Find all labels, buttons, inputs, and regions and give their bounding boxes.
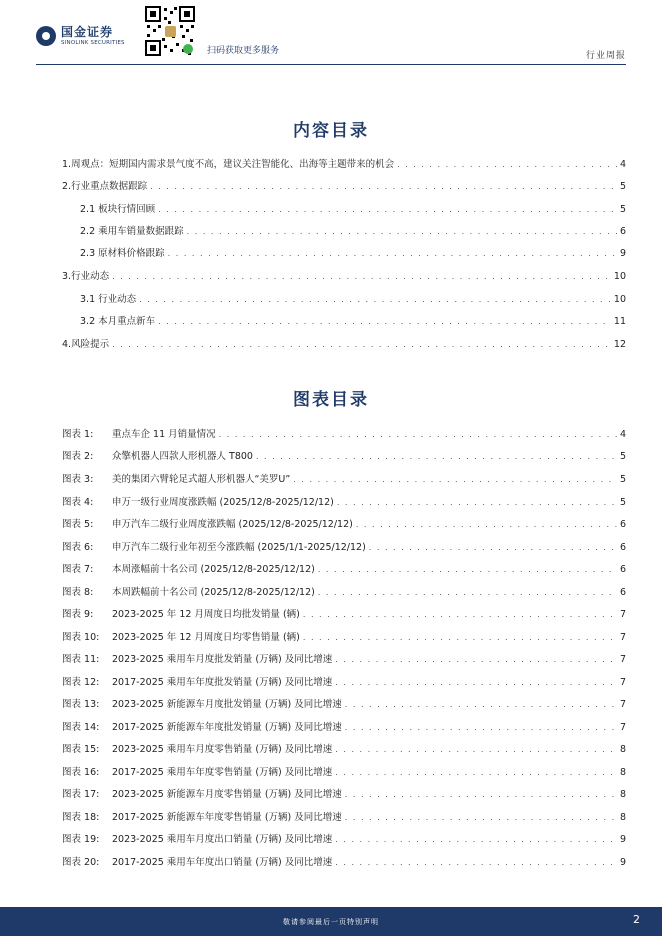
qr-caption: 扫码获取更多服务	[207, 46, 280, 56]
figure-item[interactable]	[62, 651, 626, 665]
figure-page: 5	[619, 497, 626, 508]
figure-item[interactable]	[62, 561, 626, 575]
figure-label: 申万汽车二级行业年初至今涨跌幅 (2025/1/1-2025/12/12)	[112, 542, 366, 553]
figure-page: 7	[619, 699, 626, 710]
leader-dots	[369, 543, 617, 552]
figure-label: 众擎机器人四款人形机器人 T800	[112, 451, 253, 462]
toc-item-label: 3.行业动态	[62, 271, 110, 282]
toc-subitem[interactable]	[80, 313, 626, 327]
toc-item-label: 2.行业重点数据跟踪	[62, 181, 148, 192]
toc-item-page: 11	[613, 316, 626, 327]
toc-item-page: 5	[619, 181, 626, 192]
figure-number: 图表 3:	[62, 474, 94, 485]
toc-subitem[interactable]	[80, 245, 626, 259]
figure-item[interactable]	[62, 426, 626, 440]
figure-page: 8	[619, 812, 626, 823]
figure-item[interactable]	[62, 764, 626, 778]
leader-dots	[112, 340, 611, 349]
leader-dots	[345, 790, 617, 799]
figure-label: 2017-2025 新能源车年度零售销量 (万辆) 及同比增速	[112, 812, 342, 823]
figure-page: 7	[619, 722, 626, 733]
figure-number: 图表 9:	[62, 609, 94, 620]
figure-item[interactable]	[62, 696, 626, 710]
figure-item[interactable]	[62, 494, 626, 508]
page-header	[0, 0, 662, 68]
toc-item[interactable]	[62, 336, 626, 350]
figure-label: 申万一级行业周度涨跌幅 (2025/12/8-2025/12/12)	[112, 497, 334, 508]
figure-page: 9	[619, 857, 626, 868]
figure-number: 图表 13:	[62, 699, 100, 710]
figure-label: 美的集团六臂轮足式超人形机器人“美罗U”	[112, 474, 291, 485]
figure-number: 图表 19:	[62, 834, 100, 845]
toc-item-page: 6	[619, 226, 626, 237]
figure-item[interactable]	[62, 719, 626, 733]
figure-item[interactable]	[62, 831, 626, 845]
figure-page: 4	[619, 429, 626, 440]
leader-dots	[397, 160, 617, 169]
figure-page: 9	[619, 834, 626, 845]
figure-item[interactable]	[62, 539, 626, 553]
leader-dots	[168, 249, 617, 258]
toc-item-page: 12	[613, 339, 626, 350]
figure-item[interactable]	[62, 741, 626, 755]
footer-disclaimer: 敬请参阅最后一页特别声明	[283, 918, 379, 926]
figure-label: 本周涨幅前十名公司 (2025/12/8-2025/12/12)	[112, 564, 315, 575]
leader-dots	[356, 520, 617, 529]
toc-item-page: 5	[619, 204, 626, 215]
figures-title: 图表目录	[293, 390, 369, 410]
page-number: 2	[633, 913, 640, 926]
toc-subitem[interactable]	[80, 223, 626, 237]
figure-page: 8	[619, 744, 626, 755]
toc-item-label: 3.1 行业动态	[80, 294, 137, 305]
toc-subitem[interactable]	[80, 201, 626, 215]
toc-item[interactable]	[62, 178, 626, 192]
figure-item[interactable]	[62, 606, 626, 620]
toc-item-page: 10	[613, 271, 626, 282]
leader-dots	[187, 227, 617, 236]
figure-label: 2023-2025 新能源车月度零售销量 (万辆) 及同比增速	[112, 789, 342, 800]
figure-number: 图表 15:	[62, 744, 100, 755]
toc-item-label: 2.3 原材料价格跟踪	[80, 248, 165, 259]
toc-item-label: 1.周观点：短期国内需求景气度不高，建议关注智能化、出海等主题带来的机会	[62, 159, 395, 170]
toc-item[interactable]	[62, 268, 626, 282]
leader-dots	[337, 498, 617, 507]
leader-dots	[335, 835, 617, 844]
figure-page: 8	[619, 789, 626, 800]
leader-dots	[293, 475, 617, 484]
leader-dots	[335, 858, 617, 867]
leader-dots	[303, 633, 617, 642]
toc-item-label: 2.2 乘用车销量数据跟踪	[80, 226, 184, 237]
figure-page: 5	[619, 451, 626, 462]
figure-page: 6	[619, 519, 626, 530]
figure-item[interactable]	[62, 629, 626, 643]
toc-item[interactable]	[62, 156, 626, 170]
figure-number: 图表 8:	[62, 587, 94, 598]
figure-label: 2017-2025 乘用车年度出口销量 (万辆) 及同比增速	[112, 857, 333, 868]
figure-number: 图表 12:	[62, 677, 100, 688]
leader-dots	[345, 700, 617, 709]
figure-number: 图表 1:	[62, 429, 94, 440]
figure-number: 图表 4:	[62, 497, 94, 508]
figure-label: 2017-2025 乘用车年度批发销量 (万辆) 及同比增速	[112, 677, 333, 688]
figure-item[interactable]	[62, 516, 626, 530]
toc-item-label: 4.风险提示	[62, 339, 110, 350]
figure-page: 6	[619, 587, 626, 598]
leader-dots	[256, 452, 617, 461]
report-type: 行业周报	[585, 51, 626, 61]
figure-item[interactable]	[62, 786, 626, 800]
figure-number: 图表 2:	[62, 451, 94, 462]
figure-page: 8	[619, 767, 626, 778]
toc-subitem[interactable]	[80, 291, 626, 305]
figure-number: 图表 11:	[62, 654, 100, 665]
figure-number: 图表 14:	[62, 722, 100, 733]
qr-code-icon	[144, 5, 196, 57]
figure-label: 2023-2025 乘用车月度零售销量 (万辆) 及同比增速	[112, 744, 333, 755]
toc-item-label: 3.2 本月重点新车	[80, 316, 156, 327]
figure-label: 2017-2025 新能源车年度批发销量 (万辆) 及同比增速	[112, 722, 342, 733]
figure-label: 2023-2025 新能源车月度批发销量 (万辆) 及同比增速	[112, 699, 342, 710]
toc-item-label: 2.1 板块行情回顾	[80, 204, 156, 215]
leader-dots	[335, 768, 617, 777]
figure-number: 图表 10:	[62, 632, 100, 643]
leader-dots	[139, 295, 611, 304]
figure-item[interactable]	[62, 674, 626, 688]
contents-title: 内容目录	[293, 121, 369, 141]
leader-dots	[335, 745, 617, 754]
figure-page: 5	[619, 474, 626, 485]
figure-item[interactable]	[62, 584, 626, 598]
leader-dots	[219, 430, 617, 439]
figure-number: 图表 7:	[62, 564, 94, 575]
figure-label: 2023-2025 年 12 月周度日均零售销量 (辆)	[112, 632, 300, 643]
toc-item-page: 10	[613, 294, 626, 305]
leader-dots	[345, 723, 617, 732]
leader-dots	[335, 655, 617, 664]
leader-dots	[335, 678, 617, 687]
toc-item-page: 4	[619, 159, 626, 170]
figure-number: 图表 17:	[62, 789, 100, 800]
toc-item-page: 9	[619, 248, 626, 259]
figure-label: 2023-2025 乘用车月度出口销量 (万辆) 及同比增速	[112, 834, 333, 845]
figure-label: 申万汽车二级行业周度涨跌幅 (2025/12/8-2025/12/12)	[112, 519, 353, 530]
figure-item[interactable]	[62, 809, 626, 823]
figure-number: 图表 20:	[62, 857, 100, 868]
figure-label: 2023-2025 年 12 月周度日均批发销量 (辆)	[112, 609, 300, 620]
logo-name-en: SINOLINK SECURITIES	[61, 40, 125, 46]
figure-label: 重点车企 11 月销量情况	[112, 429, 216, 440]
figure-page: 7	[619, 632, 626, 643]
figure-page: 6	[619, 564, 626, 575]
figure-page: 7	[619, 677, 626, 688]
leader-dots	[318, 588, 617, 597]
figure-page: 7	[619, 609, 626, 620]
figure-number: 图表 18:	[62, 812, 100, 823]
figure-number: 图表 16:	[62, 767, 100, 778]
figure-item[interactable]	[62, 448, 626, 462]
leader-dots	[150, 182, 617, 191]
figure-label: 2017-2025 乘用车年度零售销量 (万辆) 及同比增速	[112, 767, 333, 778]
figure-number: 图表 6:	[62, 542, 94, 553]
figure-label: 2023-2025 乘用车月度批发销量 (万辆) 及同比增速	[112, 654, 333, 665]
header-divider	[36, 64, 626, 65]
figure-item[interactable]	[62, 471, 626, 485]
figure-item[interactable]	[62, 854, 626, 868]
figure-page: 6	[619, 542, 626, 553]
leader-dots	[345, 813, 617, 822]
figure-label: 本周跌幅前十名公司 (2025/12/8-2025/12/12)	[112, 587, 315, 598]
leader-dots	[158, 317, 611, 326]
leader-dots	[318, 565, 617, 574]
logo-icon	[36, 26, 56, 46]
figure-page: 7	[619, 654, 626, 665]
company-logo	[36, 26, 125, 47]
figure-number: 图表 5:	[62, 519, 94, 530]
leader-dots	[303, 610, 617, 619]
logo-name-cn: 国金证券	[61, 25, 114, 39]
leader-dots	[158, 205, 617, 214]
leader-dots	[112, 272, 611, 281]
